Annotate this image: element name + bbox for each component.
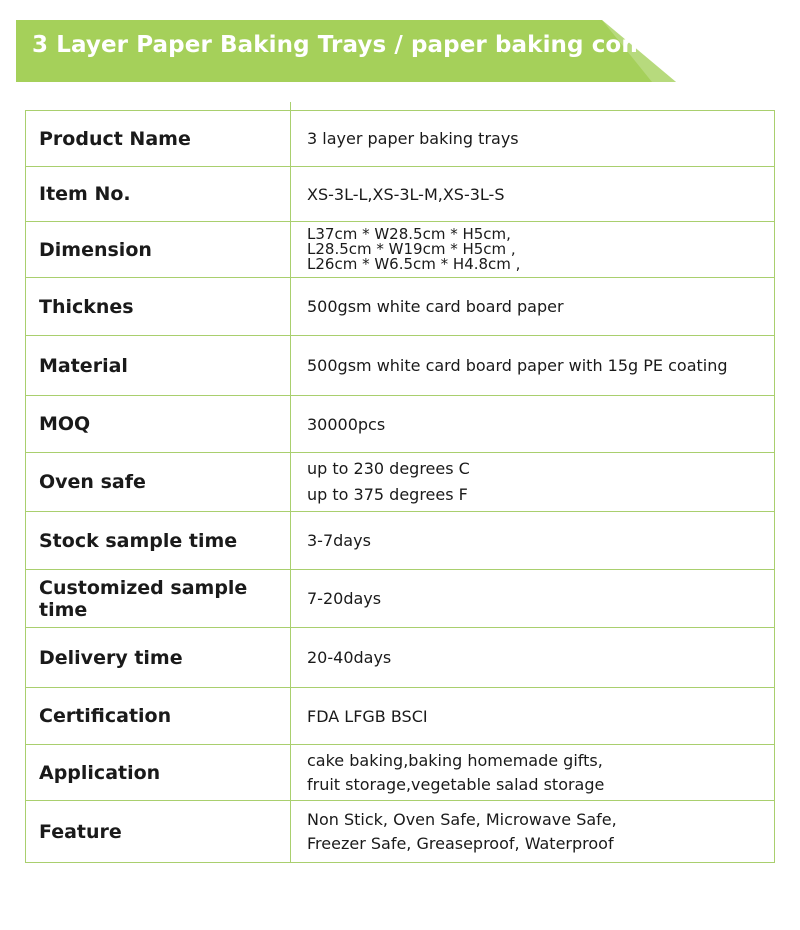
table-row-material <box>26 336 774 396</box>
value-line: 500gsm white card board paper <box>307 297 564 316</box>
row-value <box>291 745 774 800</box>
table-row-item-no <box>26 167 774 222</box>
table-row-moq <box>26 396 774 453</box>
spec-table <box>25 110 775 863</box>
value-line: 3 layer paper baking trays <box>307 129 519 148</box>
table-row-application <box>26 745 774 801</box>
row-value <box>291 222 774 277</box>
row-value <box>291 396 774 452</box>
row-label: Customized sample time <box>26 570 291 627</box>
table-row-thicknes <box>26 278 774 336</box>
row-value <box>291 278 774 335</box>
table-row-delivery-time <box>26 628 774 688</box>
row-label: Feature <box>26 801 291 862</box>
row-value <box>291 167 774 221</box>
table-row-stock-sample-time <box>26 512 774 570</box>
row-label: Product Name <box>26 111 291 166</box>
row-label: Thicknes <box>26 278 291 335</box>
table-row-certification <box>26 688 774 745</box>
value-line: L37cm * W28.5cm * H5cm, <box>307 225 511 243</box>
row-label: Oven safe <box>26 453 291 511</box>
value-line: Non Stick, Oven Safe, Microwave Safe, <box>307 809 617 829</box>
row-value <box>291 570 774 627</box>
value-line: XS-3L-L,XS-3L-M,XS-3L-S <box>307 184 505 204</box>
table-row-dimension <box>26 222 774 278</box>
table-row-product-name <box>26 111 774 167</box>
value-line: cake baking,baking homemade gifts, <box>307 750 603 770</box>
value-line: 7-20days <box>307 589 382 608</box>
value-line: L26cm * W6.5cm * H4.8cm , <box>307 255 521 273</box>
row-label: Certification <box>26 688 291 744</box>
row-value <box>291 453 774 511</box>
value-line: up to 375 degrees F <box>307 485 468 504</box>
row-value <box>291 111 774 166</box>
value-line: Freezer Safe, Greaseproof, Waterproof <box>307 833 614 853</box>
row-label: Delivery time <box>26 628 291 687</box>
row-label: MOQ <box>26 396 291 452</box>
value-line: 3-7days <box>307 531 371 550</box>
row-label: Application <box>26 745 291 800</box>
row-value <box>291 512 774 569</box>
row-label: Item No. <box>26 167 291 221</box>
row-value <box>291 628 774 687</box>
row-label: Dimension <box>26 222 291 277</box>
value-line: L28.5cm * W19cm * H5cm , <box>307 240 516 258</box>
value-line: fruit storage,vegetable salad storage <box>307 774 605 794</box>
row-label: Stock sample time <box>26 512 291 569</box>
value-line: up to 230 degrees C <box>307 459 470 478</box>
row-value <box>291 688 774 744</box>
table-row-oven-safe <box>26 453 774 512</box>
row-value <box>291 336 774 395</box>
table-row-feature <box>26 801 774 862</box>
value-line: FDA LFGB BSCI <box>307 706 428 726</box>
row-value <box>291 801 774 862</box>
value-line: 30000pcs <box>307 414 386 434</box>
table-row-customized-sample-time <box>26 570 774 628</box>
title-banner <box>16 20 730 82</box>
row-label: Material <box>26 336 291 395</box>
value-line: 500gsm white card board paper with 15g PE coating <box>307 356 728 375</box>
page-title: 3 Layer Paper Baking Trays / paper baking containers <box>32 32 730 58</box>
value-line: 20-40days <box>307 648 392 667</box>
